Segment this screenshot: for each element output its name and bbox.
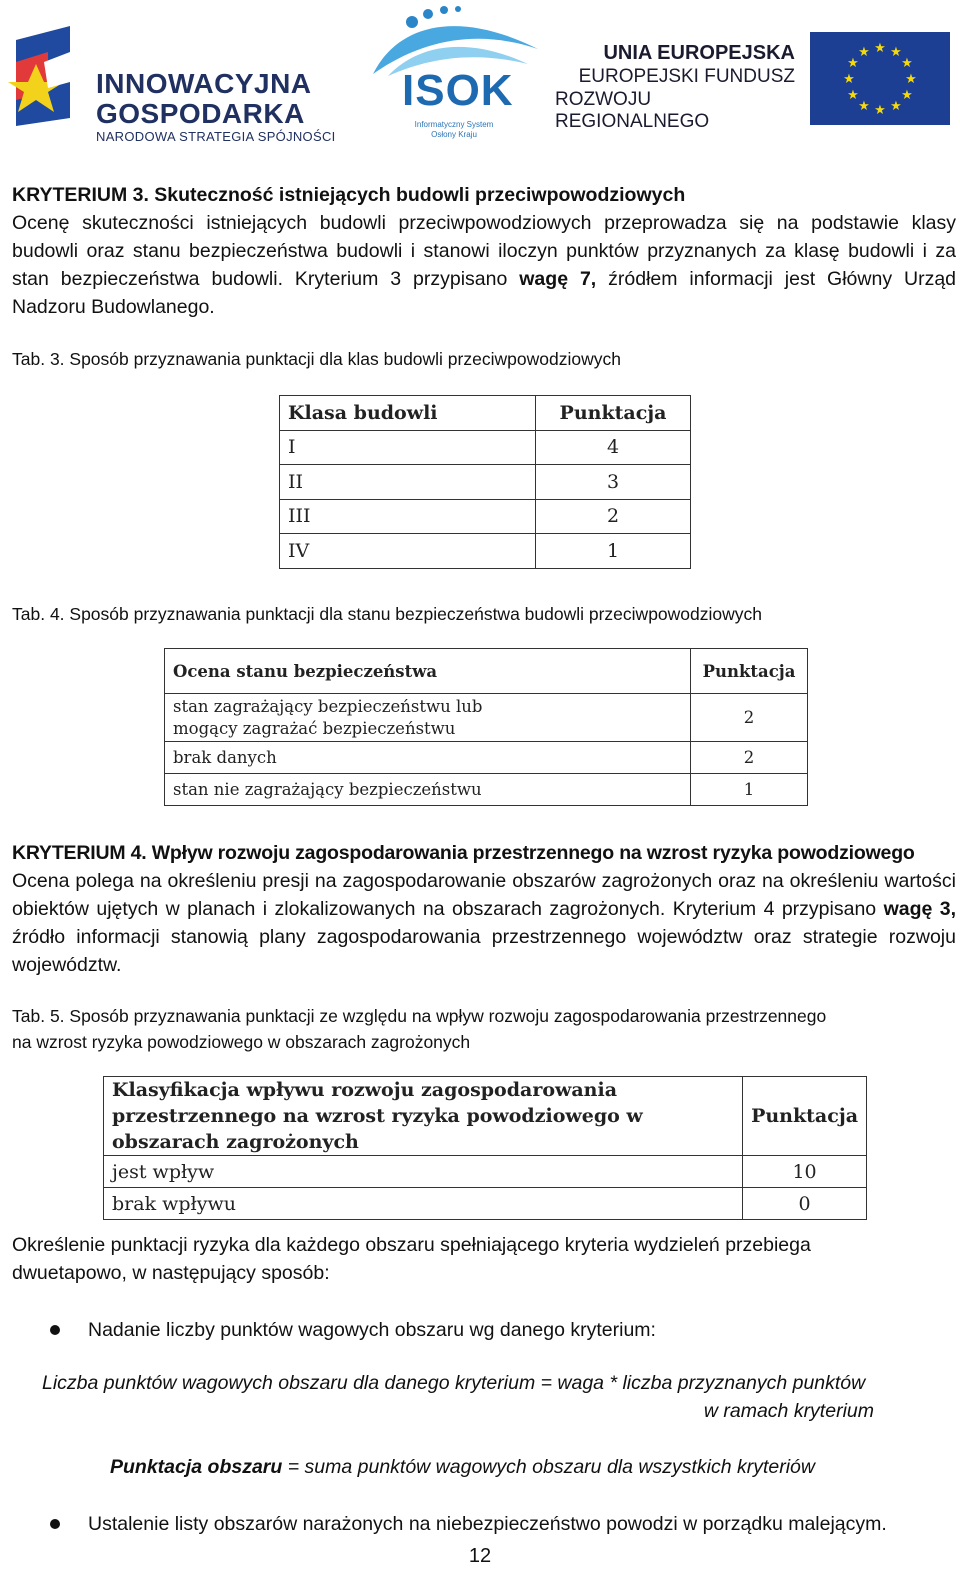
tab5-table: [103, 1076, 867, 1220]
innowacyjna-gospodarka-emblem-icon: [8, 22, 88, 132]
svg-text:★: ★: [847, 56, 859, 71]
eu-line1: UNIA EUROPEJSKA: [603, 42, 795, 64]
eu-line2: EUROPEJSKI FUNDUSZ: [578, 66, 795, 87]
ig-line2: GOSPODARKA: [96, 98, 305, 129]
summary-bullet-2: Ustalenie listy obszarów narażonych na niebezpieczeństwo powodzi w porządku malejącym.: [88, 1513, 887, 1535]
formula2: [110, 1453, 910, 1481]
page-number: 12: [468, 1545, 492, 1567]
isok-subtitle-2: Osłony Kraju: [431, 130, 477, 139]
isok-name: ISOK: [402, 66, 514, 115]
svg-text:★: ★: [890, 45, 902, 60]
table-cell: 1: [691, 774, 808, 806]
table-header-cell: Klasa budowli: [280, 396, 536, 431]
table-cell: jest wpływ: [104, 1156, 743, 1188]
eu-fund-logo: [555, 30, 955, 130]
svg-text:★: ★: [874, 103, 886, 118]
table-cell: brak wpływu: [104, 1188, 743, 1220]
table-row: [165, 742, 808, 774]
tab3-caption: Tab. 3. Sposób przyznawania punktacji dla klas budowli przeciwpowodziowych: [12, 349, 621, 369]
tab5-caption-line2: na wzrost ryzyka powodziowego w obszarach zagrożonych: [12, 1032, 471, 1052]
isok-subtitle-1: Informatyczny System: [414, 120, 494, 129]
kryterium4-paragraph: [12, 867, 956, 979]
svg-text:★: ★: [843, 72, 855, 87]
table-cell: stan nie zagrażający bezpieczeństwu: [165, 774, 691, 806]
table-header-cell: Punktacja: [743, 1077, 867, 1156]
tab3-table: [279, 395, 691, 569]
svg-text:★: ★: [858, 45, 870, 60]
table-cell: 3: [536, 465, 691, 500]
table-header-row: [280, 396, 691, 431]
innowacyjna-gospodarka-logo: [8, 22, 338, 144]
table-header-cell: Klasyfikacja wpływu rozwoju zagospodarowania przestrzennego na wzrost ryzyka powodziowego w obszarach zagrożonych: [104, 1077, 743, 1156]
table-cell: 10: [743, 1156, 867, 1188]
table-header-row: [165, 649, 808, 694]
tab4-table: [164, 648, 808, 806]
kryterium4-text-b: źródło informacji stanowią plany zagospodarowania przestrzennego województw oraz strategie rozwoju województw.: [12, 926, 956, 976]
svg-text:★: ★: [901, 56, 913, 71]
table-header-cell: Ocena stanu bezpieczeństwa: [165, 649, 691, 694]
table-row: [165, 694, 808, 742]
svg-text:★: ★: [847, 88, 859, 103]
table-cell: 2: [536, 499, 691, 534]
svg-text:★: ★: [905, 72, 917, 87]
kryterium4-weight: wagę 3,: [883, 898, 957, 920]
table-cell: 4: [536, 430, 691, 465]
table-cell: I: [280, 430, 536, 465]
table-cell: II: [280, 465, 536, 500]
kryterium3-text-b: źródłem informacji jest Główny Urząd Nadzoru Budowlanego.: [12, 268, 957, 318]
tab4-caption: Tab. 4. Sposób przyznawania punktacji dla stanu bezpieczeństwa budowli przeciwpowodziowych: [12, 604, 763, 624]
isok-logo: [368, 4, 543, 144]
summary-bullet-1: Nadanie liczby punktów wagowych obszaru wg danego kryterium:: [88, 1319, 656, 1341]
svg-text:★: ★: [858, 99, 870, 114]
bullet-icon: [50, 1325, 60, 1335]
table-cell: III: [280, 499, 536, 534]
table-cell: stan zagrażający bezpieczeństwu lub mogący zagrażać bezpieczeństwu: [165, 694, 691, 742]
table-cell: 2: [691, 694, 808, 742]
bullet-icon: [50, 1519, 60, 1529]
svg-text:★: ★: [901, 88, 913, 103]
table-row: [280, 499, 691, 534]
kryterium4-text-a: Ocena polega na określeniu presji na zagospodarowanie obszarów zagrożonych oraz na określeniu wartości obiektów ujętych w planach i zlokalizowanych na obszarach zagrożonych. Kryterium 4 przypisano: [12, 870, 956, 920]
formula2-term: Punktacja obszaru: [110, 1456, 283, 1478]
kryterium3-heading: KRYTERIUM 3. Skuteczność istniejących budowli przeciwpowodziowych: [12, 184, 686, 206]
table-row: [104, 1156, 867, 1188]
kryterium3-weight: wagę 7,: [519, 268, 597, 290]
table-cell: 2: [691, 742, 808, 774]
formula1-line2: w ramach kryterium: [703, 1400, 874, 1422]
eu-line3: ROZWOJU REGIONALNEGO: [555, 89, 710, 132]
kryterium4-heading: KRYTERIUM 4. Wpływ rozwoju zagospodarowania przestrzennego na wzrost ryzyka powodziowego: [12, 842, 915, 864]
table-header-row: [104, 1077, 867, 1156]
summary-intro: Określenie punktacji ryzyka dla każdego obszaru spełniającego kryteria wydzieleń przebiega dwuetapowo, w następujący sposób:: [12, 1234, 811, 1284]
table-cell: IV: [280, 534, 536, 569]
kryterium3-text-a: Ocenę skuteczności istniejących budowli przeciwpowodziowych przeprowadza się na podstawie klasy budowli oraz stanu bezpieczeństwa budowli i stanowi iloczyn punktów przyznanych za klasę budowli i za stan bezpieczeństwa budowli. Kryterium 3 przypisano: [12, 212, 956, 290]
svg-text:★: ★: [874, 41, 886, 56]
kryterium3-paragraph: [12, 209, 956, 321]
formula1-line1: Liczba punktów wagowych obszaru dla danego kryterium = waga * liczba przyznanych punktów: [42, 1372, 866, 1394]
table-header-cell: Punktacja: [536, 396, 691, 431]
table-row: [280, 534, 691, 569]
table-row: [104, 1188, 867, 1220]
table-row: [280, 465, 691, 500]
table-cell: 1: [536, 534, 691, 569]
table-header-cell: Punktacja: [691, 649, 808, 694]
svg-text:★: ★: [890, 99, 902, 114]
table-row: [165, 774, 808, 806]
ig-line3: NARODOWA STRATEGIA SPÓJNOŚCI: [96, 129, 336, 144]
formula2-definition: = suma punktów wagowych obszaru dla wszystkich kryteriów: [282, 1456, 815, 1478]
ig-line1: INNOWACYJNA: [96, 68, 312, 99]
table-cell: brak danych: [165, 742, 691, 774]
logo-header: [0, 0, 960, 160]
tab5-caption-line1: Tab. 5. Sposób przyznawania punktacji ze względu na wpływ rozwoju zagospodarowania przestrzennego: [12, 1006, 827, 1026]
eu-flag-icon: [810, 32, 950, 125]
table-row: [280, 430, 691, 465]
table-cell: 0: [743, 1188, 867, 1220]
